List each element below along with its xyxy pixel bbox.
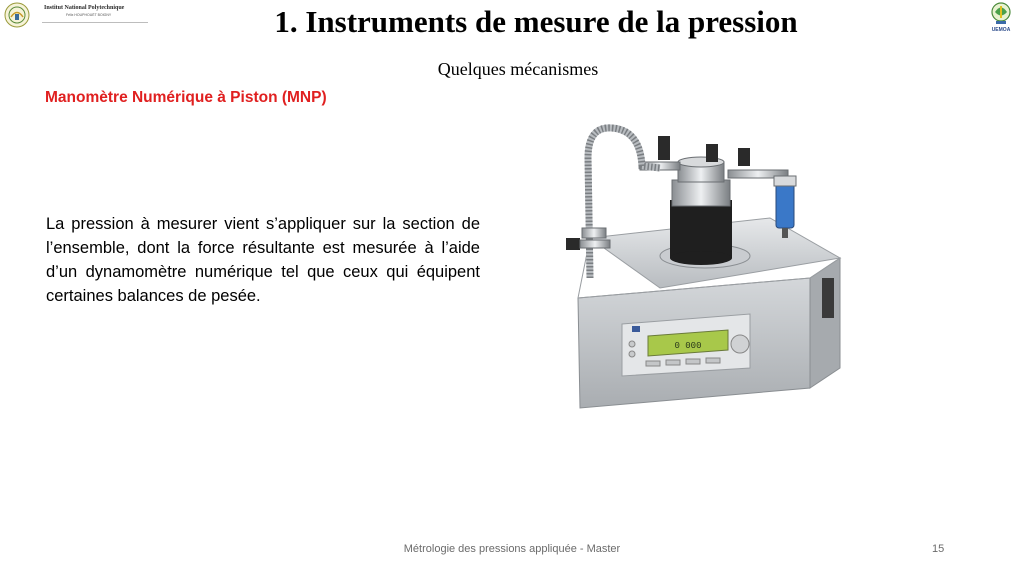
- soft-key[interactable]: [706, 358, 720, 363]
- valve-knob: [658, 136, 670, 160]
- soft-key[interactable]: [686, 359, 700, 364]
- panel-button[interactable]: [629, 351, 635, 357]
- valve-knob: [706, 144, 718, 162]
- page-number: 15: [932, 543, 945, 555]
- piston-cylinder: [670, 200, 732, 258]
- digital-piston-manometer-image: [560, 118, 860, 418]
- soft-key[interactable]: [666, 360, 680, 365]
- institution-subname: Félix HOUPHOUËT BOIGNY: [66, 13, 112, 17]
- slide-subtitle: Quelques mécanismes: [437, 59, 599, 79]
- institution-name: Institut National Polytechnique: [44, 5, 125, 11]
- brand-logo-icon: [632, 326, 640, 332]
- panel-button[interactable]: [629, 341, 635, 347]
- valve-knob: [738, 148, 750, 166]
- footer-course-title: Métrologie des pressions appliquée - Master: [403, 543, 621, 555]
- slide-title: 1. Instruments de mesure de la pression: [274, 4, 798, 39]
- lcd-display-value: 0 000: [674, 341, 702, 351]
- section-heading: Manomètre Numérique à Piston (MNP): [45, 89, 327, 106]
- valve-knob: [566, 238, 580, 250]
- soft-key[interactable]: [646, 361, 660, 366]
- body-paragraph: La pression à mesurer vient s’appliquer sur la section de l’ensemble, dont la force résultante est mesurée à l’aide d’un dynamomètre numérique tel que ceux qui équipent certaines balances de pesée.: [46, 215, 480, 305]
- uemoa-logo-label: UEMOA: [991, 27, 1011, 33]
- arrow-pad[interactable]: [731, 335, 749, 353]
- side-panel-vent: [822, 278, 834, 318]
